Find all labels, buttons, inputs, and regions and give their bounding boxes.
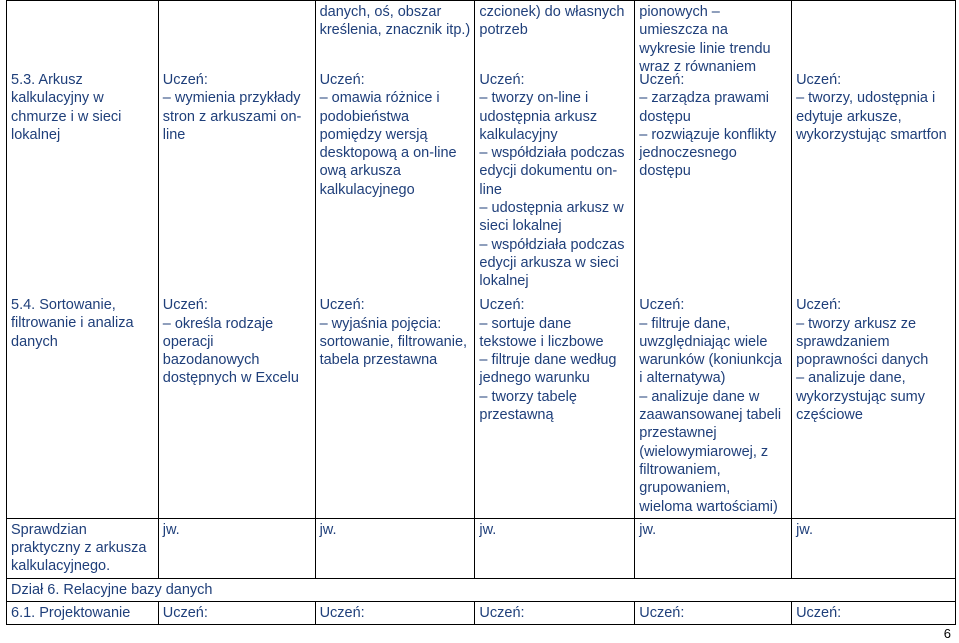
curriculum-table [6,0,956,625]
requirement-item: – tworzy tabelę przestawną [479,388,577,424]
summary-cell: jw. [158,518,315,578]
table-row [7,518,956,578]
table-row [7,1,956,519]
requirement-item: – wyjaśnia pojęcia: sortowanie, filtrowanie, tabela przestawna [319,315,468,369]
level-cell [792,1,956,519]
continued-text: pionowych – umieszcza na wykresie linie trendu wraz z równaniem [639,4,771,75]
continued-text: danych, oś, obszar kreślenia, znacznik itp.) [319,4,471,39]
requirement-item: – rozwiązuje konflikty jednoczesnego dostępu [639,126,777,180]
summary-cell: jw. [315,518,475,578]
summary-cell: jw. [635,518,792,578]
requirement-item: – tworzy, udostępnia i edytuje arkusze, wykorzystując smartfon [796,90,947,143]
topic-5-4: 5.4. Sortowanie, filtrowanie i analiza danych [11,297,134,350]
topic-5-3: 5.3. Arkusz kalkulacyjny w chmurze i w sieci lokalnej [11,72,122,143]
level-cell [315,1,475,519]
student-label: Uczeń: [639,72,685,88]
requirement-item: – współdziała podczas edycji dokumentu on-line [479,145,625,198]
summary-cell: jw. [475,518,635,578]
summary-cell: jw. [792,518,956,578]
student-label: Uczeń: [639,297,685,314]
student-label: Uczeń: [162,72,208,88]
student-label: Uczeń: [315,602,475,625]
level-cell [635,1,792,519]
requirement-item: – współdziała podczas edycji arkusza w sieci lokalnej [479,236,625,290]
student-label: Uczeń: [162,297,208,314]
student-label: Uczeń: [158,602,315,625]
table-row [7,602,956,625]
student-label: Uczeń: [796,72,842,88]
requirement-item: – filtruje dane, uwzględniając wiele warunków (koniunkcja i alternatywa) [639,315,782,387]
page-number: 6 [943,626,951,641]
requirement-item: – omawia różnice i podobieństwa pomiędzy wersją desktopową a on-line ową arkusza kalkulacyjnego [319,90,457,198]
requirement-item: – analizuje dane w zaawansowanej tabeli przestawnej (wielowymiarowej, z filtrowaniem, grupowaniem, wieloma wartościami) [639,388,782,515]
student-label: Uczeń: [792,602,956,625]
student-label: Uczeń: [479,72,525,88]
requirement-item: – tworzy on-line i udostępnia arkusz kalkulacyjny [479,90,598,143]
requirement-item: – zarządza prawami dostępu [639,90,769,125]
requirement-item: – sortuje dane tekstowe i liczbowe [479,315,604,350]
continued-text: czcionek) do własnych potrzeb [479,4,625,39]
student-label: Uczeń: [319,72,365,88]
requirement-item: – wymienia przykłady stron z arkuszami on-line [162,90,302,143]
student-label: Uczeń: [475,602,635,625]
requirement-item: – udostępnia arkusz w sieci lokalnej [479,200,624,235]
requirement-item: – określa rodzaje operacji bazodanowych dostępnych w Excelu [162,315,299,387]
level-cell [158,1,315,519]
topic-6-1: 6.1. Projektowanie [7,602,159,625]
section-heading: Dział 6. Relacyjne bazy danych [7,578,956,601]
level-cell [475,1,635,519]
requirement-item: – analizuje dane, wykorzystując sumy częściowe [796,370,925,424]
summary-label: Sprawdzian praktyczny z arkusza kalkulacyjnego. [7,518,159,578]
requirement-item: – filtruje dane według jednego warunku [479,352,617,387]
table-row [7,578,956,601]
topic-cell [7,1,159,519]
student-label: Uczeń: [479,297,525,314]
requirement-item: – tworzy arkusz ze sprawdzaniem poprawności danych [796,315,929,369]
student-label: Uczeń: [796,297,842,314]
student-label: Uczeń: [635,602,792,625]
student-label: Uczeń: [319,297,365,314]
